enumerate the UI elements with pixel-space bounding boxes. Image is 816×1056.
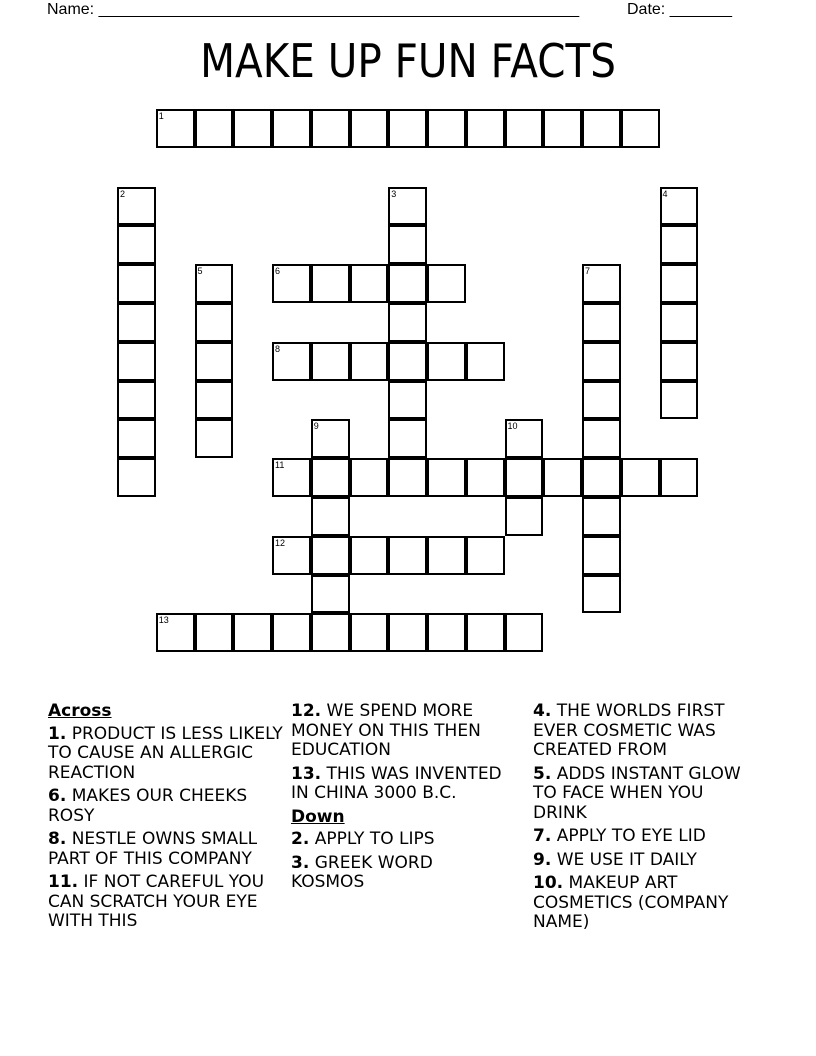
crossword-cell[interactable] (660, 187, 699, 226)
clue-number: 2 (120, 188, 126, 199)
clue-number: 8 (275, 343, 281, 354)
clues-column-1 (48, 702, 288, 936)
crossword-cell[interactable] (117, 342, 156, 381)
crossword-cell[interactable] (233, 109, 272, 148)
crossword-cell[interactable] (388, 458, 427, 497)
crossword-cell[interactable] (505, 419, 544, 458)
clue-number: 7 (585, 266, 591, 277)
crossword-cell[interactable] (272, 264, 311, 303)
clue-number: 10 (507, 421, 518, 432)
crossword-cell[interactable] (427, 458, 466, 497)
crossword-cell[interactable] (311, 613, 350, 652)
down-heading: Down (291, 806, 345, 827)
crossword-cell[interactable] (350, 342, 389, 381)
crossword-cell[interactable] (388, 536, 427, 575)
crossword-cell[interactable] (505, 613, 544, 652)
crossword-cell[interactable] (388, 187, 427, 226)
crossword-cell[interactable] (505, 497, 544, 536)
crossword-cell[interactable] (311, 419, 350, 458)
clue-number: 1 (158, 111, 164, 121)
crossword-cell[interactable] (117, 458, 156, 497)
crossword-cell[interactable] (272, 613, 311, 652)
crossword-cell[interactable] (621, 109, 660, 148)
crossword-cell[interactable] (272, 109, 311, 148)
crossword-cell[interactable] (156, 109, 195, 148)
crossword-cell[interactable] (117, 419, 156, 458)
clue-down-7: 7. APPLY TO EYE LID (533, 826, 706, 846)
crossword-cell[interactable] (388, 109, 427, 148)
crossword-cell[interactable] (195, 381, 234, 420)
clue-down-2: 2. APPLY TO LIPS (291, 829, 435, 849)
crossword-cell[interactable] (195, 109, 234, 148)
crossword-cell[interactable] (505, 458, 544, 497)
crossword-cell[interactable] (660, 381, 699, 420)
crossword-cell[interactable] (466, 536, 505, 575)
crossword-cell[interactable] (466, 613, 505, 652)
crossword-cell[interactable] (272, 342, 311, 381)
crossword-cell[interactable] (311, 536, 350, 575)
crossword-cell[interactable] (388, 419, 427, 458)
clue-number: 4 (662, 188, 668, 199)
across-heading: Across (48, 701, 112, 721)
crossword-cell[interactable] (311, 575, 350, 614)
crossword-cell[interactable] (311, 109, 350, 148)
crossword-cell[interactable] (388, 381, 427, 420)
crossword-cell[interactable] (388, 225, 427, 264)
crossword-cell[interactable] (543, 458, 582, 497)
clue-across-1: 1. PRODUCT IS LESS LIKELY TO CAUSE AN ALLERGIC REACTION (48, 723, 283, 783)
crossword-cell[interactable] (582, 264, 621, 303)
crossword-cell[interactable] (427, 342, 466, 381)
crossword-cell[interactable] (388, 342, 427, 381)
crossword-cell[interactable] (117, 264, 156, 303)
crossword-cell[interactable] (621, 458, 660, 497)
crossword-cell[interactable] (311, 497, 350, 536)
crossword-cell[interactable] (660, 303, 699, 342)
crossword-cell[interactable] (195, 419, 234, 458)
crossword-cell[interactable] (388, 303, 427, 342)
clue-down-4: 4. THE WORLDS FIRST EVER COSMETIC WAS CREATED FROM (533, 701, 725, 760)
crossword-cell[interactable] (543, 109, 582, 148)
crossword-cell[interactable] (195, 264, 234, 303)
crossword-cell[interactable] (272, 458, 311, 497)
clue-across-13: 13. THIS WAS INVENTED IN CHINA 3000 B.C. (291, 763, 502, 803)
crossword-cell[interactable] (582, 458, 621, 497)
crossword-cell[interactable] (582, 109, 621, 148)
clue-number: 3 (391, 188, 397, 199)
crossword-cell[interactable] (582, 303, 621, 342)
name-field-label: Name: ______________________________________________________ (47, 1, 580, 18)
crossword-cell[interactable] (660, 225, 699, 264)
crossword-cell[interactable] (311, 458, 350, 497)
crossword-cell[interactable] (388, 613, 427, 652)
crossword-cell[interactable] (311, 264, 350, 303)
clue-down-3: 3. GREEK WORD KOSMOS (291, 852, 433, 892)
date-field-label: Date: _______ (627, 1, 732, 18)
crossword-cell[interactable] (660, 264, 699, 303)
crossword-cell[interactable] (195, 303, 234, 342)
clue-number: 13 (158, 615, 169, 626)
clue-number: 6 (275, 266, 281, 277)
clue-number: 5 (197, 266, 203, 277)
clue-across-6: 6. MAKES OUR CHEEKS ROSY (48, 786, 248, 826)
crossword-cell[interactable] (350, 109, 389, 148)
clue-down-5: 5. ADDS INSTANT GLOW TO FACE WHEN YOU DRINK (533, 763, 741, 823)
crossword-cell[interactable] (582, 536, 621, 575)
crossword-cell[interactable] (233, 613, 272, 652)
crossword-cell[interactable] (156, 613, 195, 652)
clue-number: 11 (275, 460, 285, 471)
crossword-cell[interactable] (582, 419, 621, 458)
crossword-cell[interactable] (427, 536, 466, 575)
crossword-cell[interactable] (350, 536, 389, 575)
crossword-cell[interactable] (505, 109, 544, 148)
crossword-cell[interactable] (660, 458, 699, 497)
crossword-cell[interactable] (117, 225, 156, 264)
crossword-cell[interactable] (427, 109, 466, 148)
crossword-cell[interactable] (466, 109, 505, 148)
crossword-cell[interactable] (311, 342, 350, 381)
crossword-cell[interactable] (582, 342, 621, 381)
crossword-cell[interactable] (117, 187, 156, 226)
crossword-cell[interactable] (272, 536, 311, 575)
crossword-cell[interactable] (582, 497, 621, 536)
clue-number: 9 (313, 421, 319, 432)
crossword-cell[interactable] (660, 342, 699, 381)
clues-column-3 (533, 702, 748, 937)
crossword-cell[interactable] (388, 264, 427, 303)
clue-across-8: 8. NESTLE OWNS SMALL PART OF THIS COMPANY (48, 829, 258, 869)
crossword-cell[interactable] (117, 303, 156, 342)
crossword-cell[interactable] (117, 381, 156, 420)
crossword-cell[interactable] (427, 264, 466, 303)
crossword-cell[interactable] (582, 381, 621, 420)
crossword-cell[interactable] (427, 613, 466, 652)
crossword-cell[interactable] (582, 575, 621, 614)
clue-across-12: 12. WE SPEND MORE MONEY ON THIS THEN EDUCATION (291, 701, 481, 760)
clue-across-11: 11. IF NOT CAREFUL YOU CAN SCRATCH YOUR EYE WITH THIS (48, 872, 265, 931)
clue-number: 12 (275, 537, 286, 548)
clues-column-2 (291, 702, 516, 897)
crossword-cell[interactable] (466, 458, 505, 497)
crossword-cell[interactable] (350, 613, 389, 652)
clue-down-9: 9. WE USE IT DAILY (533, 849, 697, 870)
crossword-cell[interactable] (466, 342, 505, 381)
page-title: MAKE UP FUN FACTS (200, 34, 616, 88)
crossword-cell[interactable] (350, 264, 389, 303)
clue-down-10: 10. MAKEUP ART COSMETICS (COMPANY NAME) (533, 873, 729, 932)
crossword-cell[interactable] (195, 342, 234, 381)
crossword-cell[interactable] (350, 458, 389, 497)
crossword-cell[interactable] (195, 613, 234, 652)
